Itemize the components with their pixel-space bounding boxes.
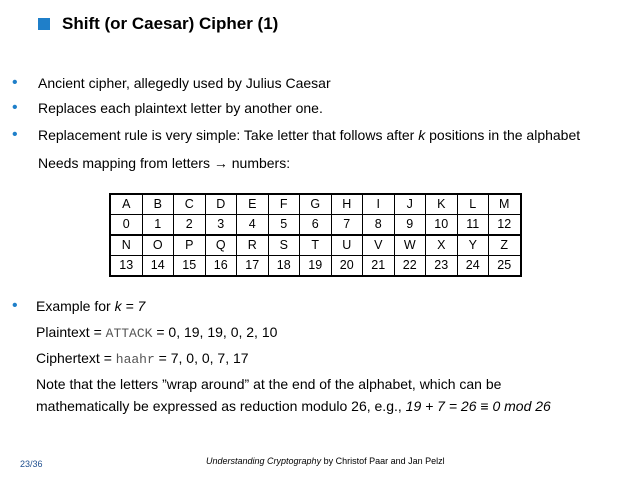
table-row (110, 215, 521, 236)
ciphertext-values: = 7, 0, 0, 7, 17 (154, 350, 249, 366)
bullet-1: Ancient cipher, allegedly used by Julius Caesar (38, 75, 331, 91)
table-cell: 25 (489, 256, 521, 277)
table-cell: 24 (457, 256, 489, 277)
plaintext-label: Plaintext = (36, 324, 106, 340)
title-row (38, 14, 278, 34)
example-heading (36, 297, 145, 315)
ciphertext-word: haahr (115, 352, 155, 367)
table-cell: A (110, 194, 142, 215)
table-cell: W (394, 235, 426, 256)
table-cell: 22 (394, 256, 426, 277)
table-row (110, 235, 521, 256)
table-cell: F (268, 194, 300, 215)
table-cell: 23 (426, 256, 458, 277)
table-cell: I (363, 194, 395, 215)
table-cell: 9 (394, 215, 426, 236)
table-cell: M (489, 194, 521, 215)
ciphertext-line (36, 349, 249, 369)
plaintext-word: ATTACK (105, 326, 153, 341)
table-cell: 15 (174, 256, 206, 277)
table-cell: 1 (142, 215, 174, 236)
footer-book: Understanding Cryptography (206, 456, 322, 466)
bullet-3 (38, 126, 580, 144)
table-cell: 0 (110, 215, 142, 236)
table-cell: 2 (174, 215, 206, 236)
example-label: Example for (36, 298, 115, 314)
ciphertext-label: Ciphertext = (36, 350, 116, 366)
note-line-1: Note that the letters ”wrap around” at the end of the alphabet, which can be (36, 376, 502, 392)
table-cell: R (237, 235, 269, 256)
table-cell: H (331, 194, 363, 215)
table-cell: 14 (142, 256, 174, 277)
bullet-icon: • (12, 99, 18, 116)
footer-reference (206, 456, 445, 466)
table-cell: V (363, 235, 395, 256)
plaintext-values: = 0, 19, 19, 0, 2, 10 (152, 324, 278, 340)
table-cell: P (174, 235, 206, 256)
table-cell: O (142, 235, 174, 256)
table-cell: Z (489, 235, 521, 256)
table-cell: E (237, 194, 269, 215)
table-cell: 3 (205, 215, 237, 236)
table-cell: 17 (237, 256, 269, 277)
table-cell: 5 (268, 215, 300, 236)
page-number: 23/36 (20, 459, 43, 469)
note-line-2-math: 19 + 7 = 26 ≡ 0 mod 26 (405, 398, 551, 414)
bullet-3-pre: Replacement rule is very simple: Take letter that follows after (38, 127, 419, 143)
table-cell: X (426, 235, 458, 256)
plaintext-line (36, 323, 277, 343)
table-cell: 11 (457, 215, 489, 236)
table-cell: G (300, 194, 332, 215)
note-line-2-pre: mathematically be expressed as reduction modulo 26, e.g., (36, 398, 406, 414)
table-cell: Q (205, 235, 237, 256)
table-cell: J (394, 194, 426, 215)
table-cell: 19 (300, 256, 332, 277)
table-row (110, 256, 521, 277)
table-cell: T (300, 235, 332, 256)
bullet-3-post: positions in the alphabet (425, 127, 581, 143)
bullet-2: Replaces each plaintext letter by another one. (38, 100, 323, 116)
table-cell: 16 (205, 256, 237, 277)
title-square-icon (38, 18, 50, 30)
bullet-icon: • (12, 126, 18, 143)
table-cell: B (142, 194, 174, 215)
table-cell: K (426, 194, 458, 215)
mapping-line: Needs mapping from letters → numbers: (38, 155, 291, 171)
alphabet-table (109, 193, 522, 277)
slide-title: Shift (or Caesar) Cipher (1) (62, 14, 279, 33)
table-cell: Y (457, 235, 489, 256)
table-cell: 12 (489, 215, 521, 236)
example-k: k = 7 (114, 298, 146, 314)
table-cell: 4 (237, 215, 269, 236)
table-cell: 21 (363, 256, 395, 277)
table-cell: N (110, 235, 142, 256)
table-cell: 8 (363, 215, 395, 236)
table-cell: S (268, 235, 300, 256)
table-cell: 7 (331, 215, 363, 236)
table-cell: D (205, 194, 237, 215)
table-cell: 10 (426, 215, 458, 236)
bullet-3-k: k (418, 127, 426, 143)
table-cell: L (457, 194, 489, 215)
note-line-2 (36, 397, 551, 415)
bullet-icon: • (12, 297, 18, 314)
table-cell: 13 (110, 256, 142, 277)
table-row (110, 194, 521, 215)
footer-authors: by Christof Paar and Jan Pelzl (321, 456, 445, 466)
table-cell: U (331, 235, 363, 256)
table-cell: C (174, 194, 206, 215)
bullet-icon: • (12, 74, 18, 91)
table-cell: 6 (300, 215, 332, 236)
table-cell: 20 (331, 256, 363, 277)
table-cell: 18 (268, 256, 300, 277)
